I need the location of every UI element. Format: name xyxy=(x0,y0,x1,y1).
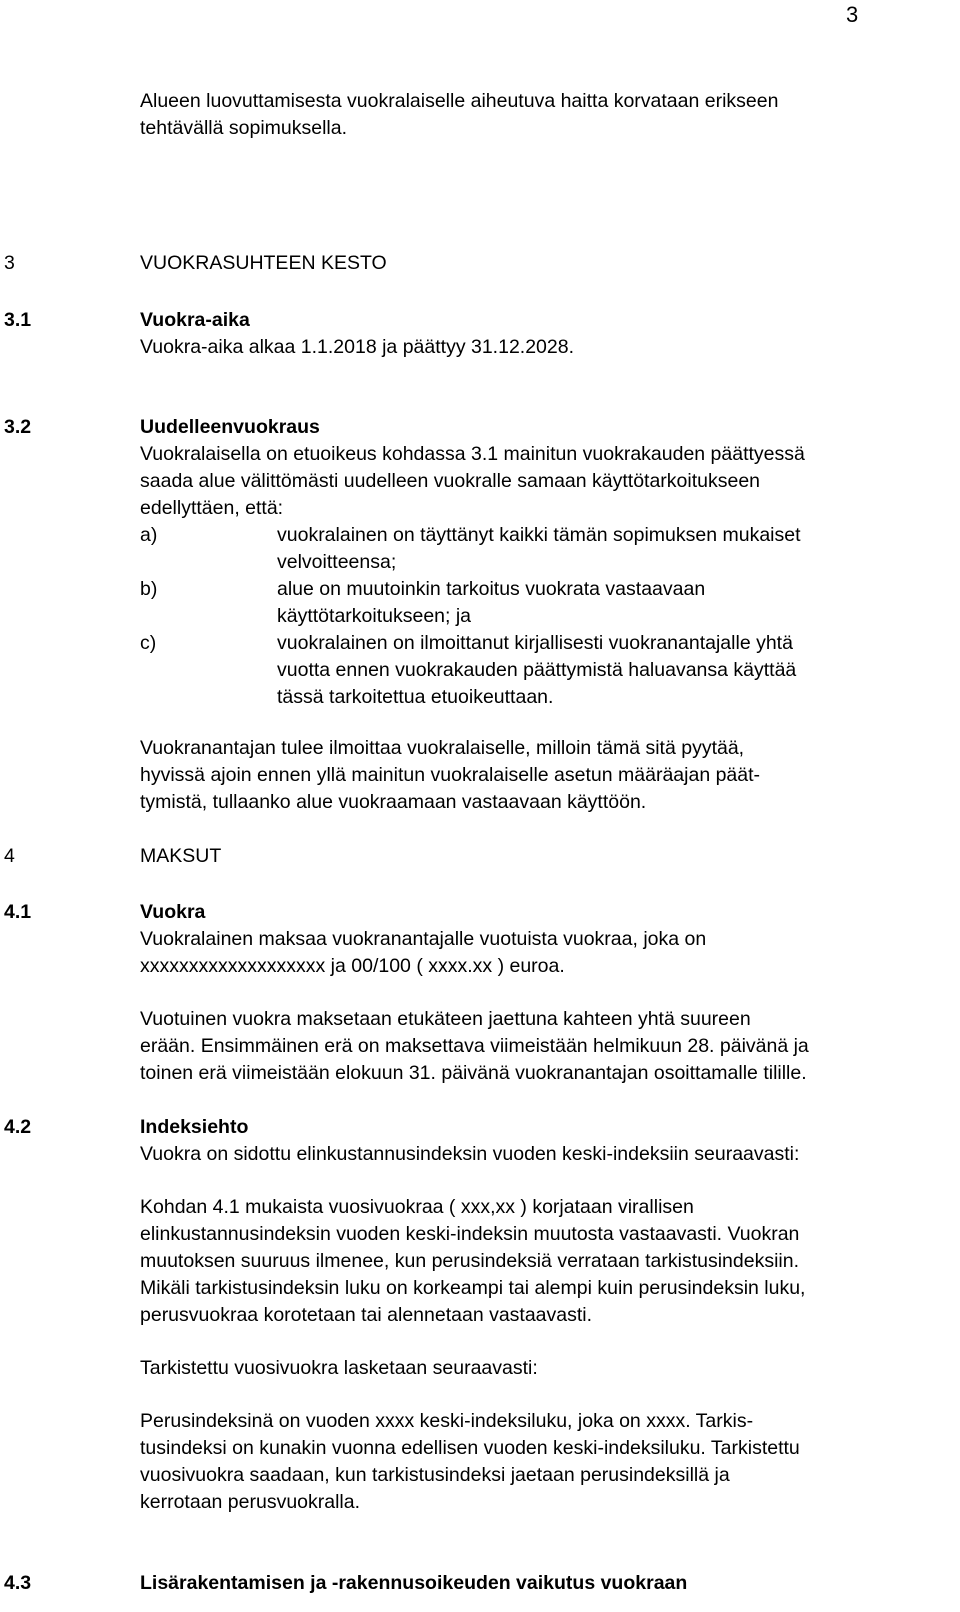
list-item-letter: b) xyxy=(140,578,158,600)
text-line: käyttötarkoitukseen; ja xyxy=(277,605,472,627)
subsection-number: 3.2 xyxy=(4,416,32,438)
text-line: Vuokra on sidottu elinkustannusindeksin vuoden keski-indeksiin seuraavasti: xyxy=(140,1143,800,1165)
paragraph xyxy=(140,334,940,361)
subsection-title: Vuokra xyxy=(140,901,206,923)
text-line: hyvissä ajoin ennen yllä mainitun vuokralaiselle asetun määräajan päät- xyxy=(140,764,761,786)
text-line: xxxxxxxxxxxxxxxxxxx ja 00/100 ( xxxx.xx ) euroa. xyxy=(140,955,565,977)
page-number: 3 xyxy=(846,2,859,27)
text-line: erään. Ensimmäinen erä on maksettava viimeistään helmikuun 28. päivänä ja xyxy=(140,1035,809,1057)
text-line: velvoitteensa; xyxy=(277,551,397,573)
section-title: MAKSUT xyxy=(140,845,222,867)
text-line: Vuokranantajan tulee ilmoittaa vuokralaiselle, milloin tämä sitä pyytää, xyxy=(140,737,745,759)
text-line: alue on muutoinkin tarkoitus vuokrata vastaavaan xyxy=(277,578,706,600)
intro-paragraph xyxy=(140,88,940,142)
text-line: Tarkistettu vuosivuokra lasketaan seuraavasti: xyxy=(140,1357,538,1379)
subsection-title: Vuokra-aika xyxy=(140,309,250,331)
text-line: Mikäli tarkistusindeksin luku on korkeampi tai alempi kuin perusindeksin luku, xyxy=(140,1277,806,1299)
text-line: perusvuokraa korotetaan tai alennetaan vastaavasti. xyxy=(140,1304,593,1326)
text-line: Alueen luovuttamisesta vuokralaiselle aiheutuva haitta korvataan erikseen xyxy=(140,90,779,112)
text-line: Perusindeksinä on vuoden xxxx keski-indeksiluku, joka on xxxx. Tarkis- xyxy=(140,1410,754,1432)
text-line: vuotta ennen vuokrakauden päättymistä haluavansa käyttää xyxy=(277,659,797,681)
text-line: Kohdan 4.1 mukaista vuosivuokraa ( xxx,xx ) korjataan virallisen xyxy=(140,1196,694,1218)
paragraph xyxy=(140,1194,940,1329)
text-line: Vuotuinen vuokra maksetaan etukäteen jaettuna kahteen yhtä suureen xyxy=(140,1008,751,1030)
section-title: VUOKRASUHTEEN KESTO xyxy=(140,252,387,274)
subsection-number: 4.1 xyxy=(4,901,32,923)
subsection-title: Indeksiehto xyxy=(140,1116,249,1138)
text-line: tusindeksi on kunakin vuonna edellisen vuoden keski-indeksiluku. Tarkistettu xyxy=(140,1437,800,1459)
section-number: 4 xyxy=(4,845,15,867)
section-number: 3 xyxy=(4,252,15,274)
subsection-number: 4.3 xyxy=(4,1572,32,1594)
list-item-text xyxy=(277,522,917,576)
list-item-text xyxy=(277,576,917,630)
text-line: elinkustannusindeksin vuoden keski-indeksin muutosta vastaavasti. Vuokran xyxy=(140,1223,800,1245)
list-item-letter: c) xyxy=(140,632,157,654)
subsection-title: Lisärakentamisen ja -rakennusoikeuden vaikutus vuokraan xyxy=(140,1572,688,1594)
text-line: toinen erä viimeistään elokuun 31. päivänä vuokranantajan osoittamalle tilille. xyxy=(140,1062,807,1084)
text-line: Vuokra-aika alkaa 1.1.2018 ja päättyy 31.12.2028. xyxy=(140,336,574,358)
list-item-text xyxy=(277,630,917,711)
text-line: saada alue välittömästi uudelleen vuokralle samaan käyttötarkoitukseen xyxy=(140,470,761,492)
list-item-letter: a) xyxy=(140,524,158,546)
text-line: tässä tarkoitettua etuoikeuttaan. xyxy=(277,686,554,708)
text-line: tymistä, tullaanko alue vuokraamaan vastaavaan käyttöön. xyxy=(140,791,647,813)
paragraph xyxy=(140,735,940,816)
paragraph xyxy=(140,1006,940,1087)
text-line: kerrotaan perusvuokralla. xyxy=(140,1491,361,1513)
text-line: edellyttäen, että: xyxy=(140,497,284,519)
text-line: Vuokralaisella on etuoikeus kohdassa 3.1 mainitun vuokrakauden päättyessä xyxy=(140,443,805,465)
subsection-number: 4.2 xyxy=(4,1116,32,1138)
text-line: tehtävällä sopimuksella. xyxy=(140,117,348,139)
paragraph xyxy=(140,1355,940,1382)
text-line: muutoksen suuruus ilmenee, kun perusindeksiä verrataan tarkistusindeksiin. xyxy=(140,1250,800,1272)
text-line: vuosivuokra saadaan, kun tarkistusindeksi jaetaan perusindeksillä ja xyxy=(140,1464,730,1486)
text-line: vuokralainen on ilmoittanut kirjallisesti vuokranantajalle yhtä xyxy=(277,632,793,654)
paragraph xyxy=(140,926,940,980)
subsection-title: Uudelleenvuokraus xyxy=(140,416,320,438)
paragraph xyxy=(140,1141,940,1168)
paragraph xyxy=(140,441,940,522)
subsection-number: 3.1 xyxy=(4,309,32,331)
text-line: Vuokralainen maksaa vuokranantajalle vuotuista vuokraa, joka on xyxy=(140,928,707,950)
text-line: vuokralainen on täyttänyt kaikki tämän sopimuksen mukaiset xyxy=(277,524,801,546)
paragraph xyxy=(140,1408,940,1516)
